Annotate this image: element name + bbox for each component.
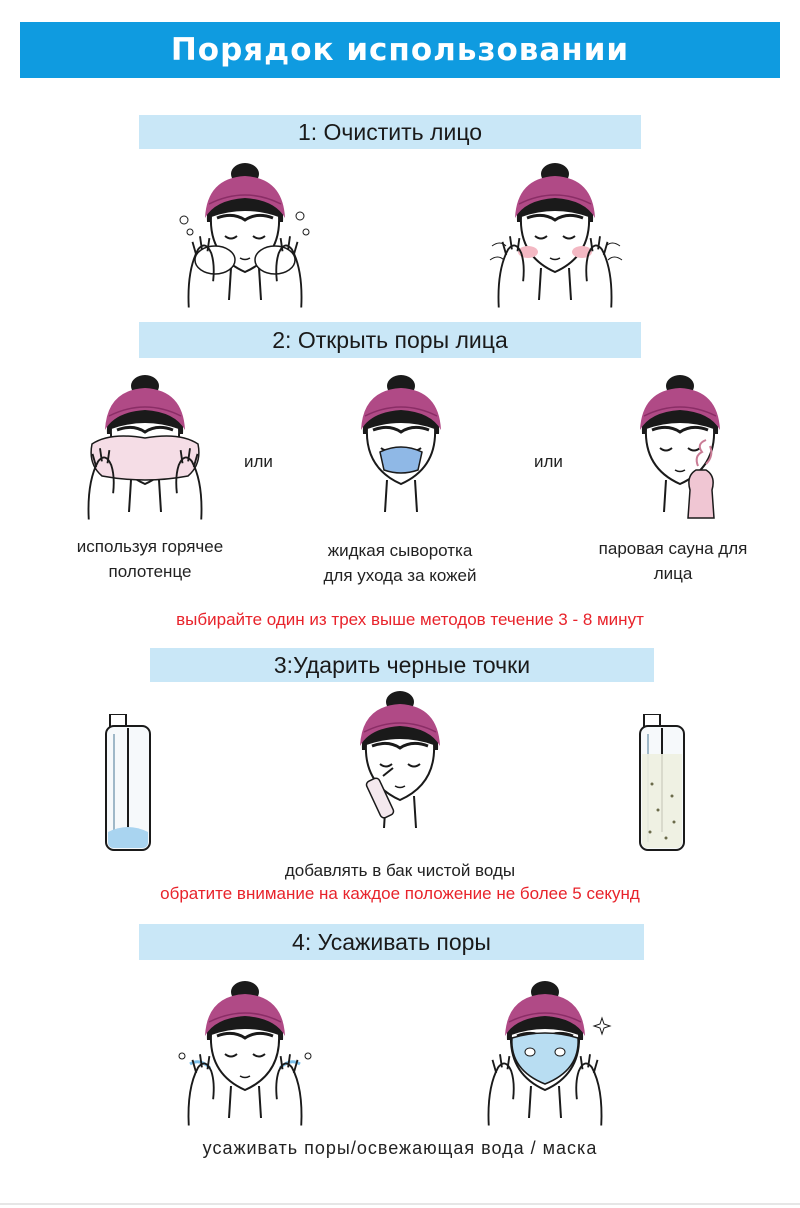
hot-towel-icon [70,372,220,522]
footer-divider [0,1203,800,1205]
option-2-caption: жидкая сыворотка для ухода за кожей [323,541,477,585]
page-title: Порядок использовании [170,32,630,68]
water-tank-filled-icon [634,714,694,854]
woman-face-splash-icon [480,160,630,310]
step-3-bar [150,648,654,682]
or-label-1: или [244,452,273,471]
nose-strip-icon [326,372,476,522]
or-label-2: или [534,452,563,471]
step-1-bar [139,115,641,149]
step-4-caption: усаживать поры/освежающая вода / маска [202,1138,598,1158]
step-3-note: обратите внимание на каждое положение не более 5 секунд [160,884,640,903]
face-steamer-icon [610,372,760,522]
step-4-label: 4: Усаживать поры [292,928,491,955]
step-4-bar [139,924,644,960]
face-mask-icon [470,978,620,1128]
woman-face-washing-icon [170,160,320,310]
step-3-label: 3:Ударить черные точки [273,651,531,678]
water-tank-empty-icon [100,714,160,854]
step-2-bar [139,322,641,358]
option-3-caption: паровая сауна для лица [598,539,748,583]
splash-water-icon [170,978,320,1128]
step-2-note: выбирайте один из трех выше методов течение 3 - 8 минут [176,610,644,629]
step-1-label: 1: Очистить лицо [297,118,483,145]
step-2-label: 2: Открыть поры лица [272,326,508,353]
blackhead-device-icon [325,688,475,838]
page-header [20,22,780,78]
step-3-caption: добавлять в бак чистой воды [284,861,516,880]
option-1-caption: используя горячее полотенце [76,537,224,581]
